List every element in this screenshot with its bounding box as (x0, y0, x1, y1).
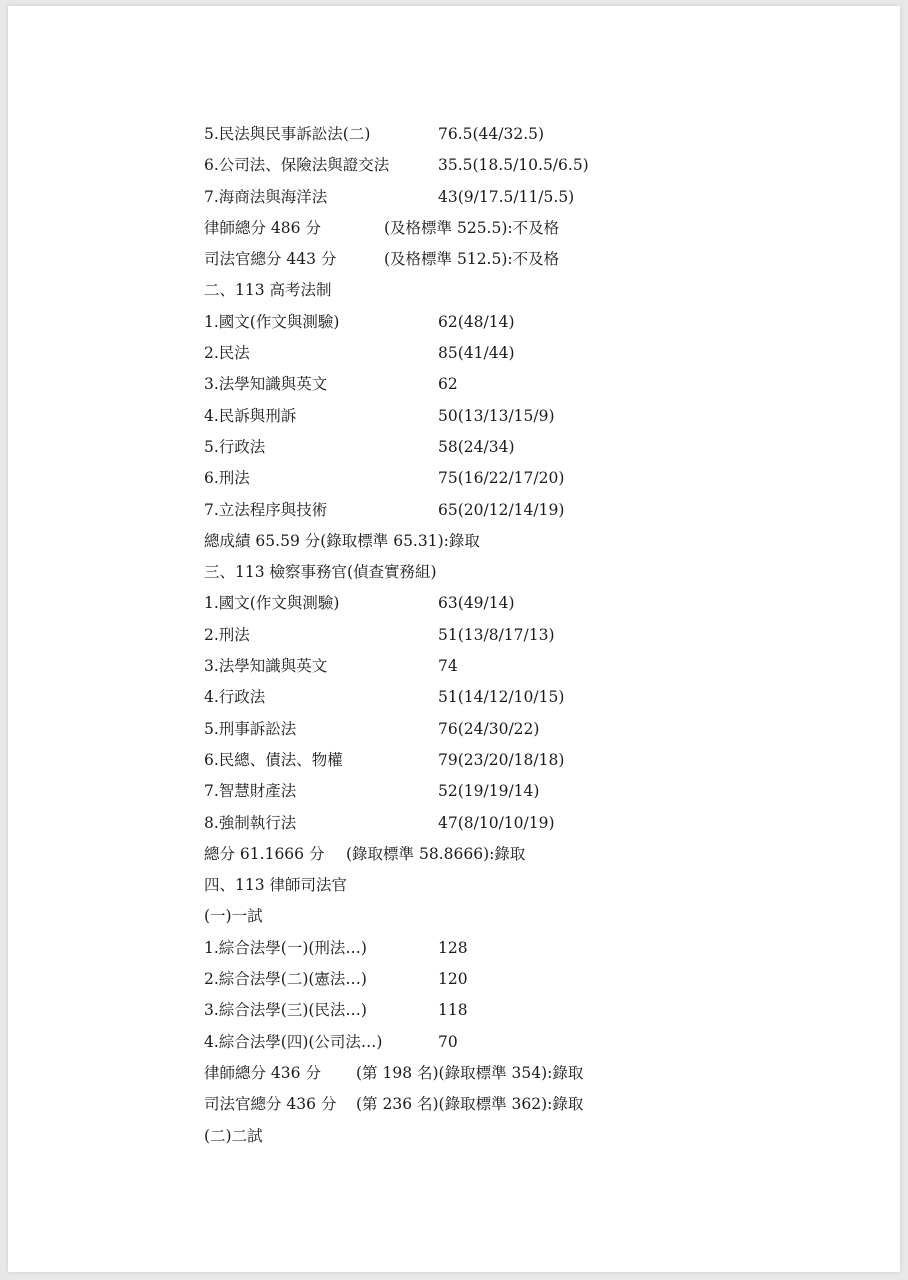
report-line (204, 1121, 764, 1152)
report-line (204, 995, 764, 1026)
line-value: 51(13/8/17/13) (438, 625, 555, 644)
line-value: 75(16/22/17/20) (438, 469, 565, 488)
report-line (204, 870, 764, 901)
report-line (204, 808, 764, 839)
report-line (204, 338, 764, 369)
line-label: 7.海商法與海洋法 (204, 187, 328, 206)
line-value: (及格標準 525.5):不及格 (384, 218, 560, 237)
report-line (204, 682, 764, 713)
line-value: 76.5(44/32.5) (438, 125, 545, 143)
report-line (204, 369, 764, 400)
line-label: 律師總分 436 分 (204, 1063, 321, 1082)
line-value: 62(48/14) (438, 312, 515, 331)
report-line (204, 401, 764, 432)
line-value: 118 (438, 1001, 468, 1020)
line-value: (第 198 名)(錄取標準 354):錄取 (356, 1063, 584, 1082)
line-label: 7.智慧財產法 (204, 782, 297, 801)
line-label: 總分 61.1666 分 (204, 844, 325, 863)
line-value: (第 236 名)(錄取標準 362):錄取 (356, 1095, 584, 1114)
line-label: 2.刑法 (204, 625, 250, 644)
line-value: 74 (438, 657, 458, 676)
report-line (204, 588, 764, 619)
report-line (204, 150, 764, 181)
report-line (204, 495, 764, 526)
line-label: 4.民訴與刑訴 (204, 406, 297, 425)
report-line (204, 620, 764, 651)
line-label: 4.綜合法學(四)(公司法…) (204, 1032, 383, 1051)
line-value: 35.5(18.5/10.5/6.5) (438, 156, 589, 175)
line-label: 3.法學知識與英文 (204, 375, 328, 394)
line-label: 5.民法與民事訴訟法(二) (204, 125, 371, 143)
line-label: 司法官總分 436 分 (204, 1095, 337, 1114)
report-line (204, 1089, 764, 1120)
report-line (204, 839, 764, 870)
line-label: 5.刑事訴訟法 (204, 719, 297, 738)
report-line (204, 307, 764, 338)
report-line (204, 714, 764, 745)
line-value: 62 (438, 375, 458, 394)
report-line (204, 213, 764, 244)
line-value: 63(49/14) (438, 594, 515, 613)
line-value: 70 (438, 1032, 458, 1051)
report-line (204, 244, 764, 275)
report-line (204, 463, 764, 494)
line-value: 128 (438, 938, 468, 957)
line-value: 43(9/17.5/11/5.5) (438, 187, 575, 206)
report-line (204, 933, 764, 964)
line-label: 3.綜合法學(三)(民法…) (204, 1001, 367, 1020)
report-line (204, 901, 764, 932)
line-label: 二、113 高考法制 (204, 281, 332, 300)
line-value: 79(23/20/18/18) (438, 750, 565, 769)
line-label: 3.法學知識與英文 (204, 657, 328, 676)
line-label: 5.行政法 (204, 437, 266, 456)
line-label: 1.國文(作文與測驗) (204, 594, 340, 613)
line-value: 50(13/13/15/9) (438, 406, 555, 425)
document-page (8, 6, 900, 1272)
line-label: 司法官總分 443 分 (204, 250, 337, 269)
line-label: 2.民法 (204, 344, 250, 363)
line-value: 76(24/30/22) (438, 719, 540, 738)
line-value: 120 (438, 970, 468, 989)
line-value: 51(14/12/10/15) (438, 688, 565, 707)
report-line (204, 745, 764, 776)
report-line (204, 964, 764, 995)
line-value: 47(8/10/10/19) (438, 813, 555, 832)
line-label: 8.強制執行法 (204, 813, 297, 832)
report-line (204, 432, 764, 463)
report-line (204, 182, 764, 213)
report-line (204, 119, 764, 150)
report-line (204, 275, 764, 306)
line-value: (錄取標準 58.8666):錄取 (346, 844, 526, 863)
report-line (204, 1058, 764, 1089)
line-label: 律師總分 486 分 (204, 218, 321, 237)
line-value: 58(24/34) (438, 437, 515, 456)
report-line (204, 557, 764, 588)
line-label: 四、113 律師司法官 (204, 876, 348, 895)
line-value: 65(20/12/14/19) (438, 500, 565, 519)
line-label: 6.公司法、保險法與證交法 (204, 156, 390, 175)
report-line (204, 1027, 764, 1058)
line-value: 85(41/44) (438, 344, 515, 363)
line-label: 7.立法程序與技術 (204, 500, 328, 519)
line-label: 6.刑法 (204, 469, 250, 488)
line-label: 總成績 65.59 分(錄取標準 65.31):錄取 (204, 531, 480, 550)
line-label: 2.綜合法學(二)(憲法…) (204, 970, 367, 989)
line-label: 6.民總、債法、物權 (204, 750, 343, 769)
line-label: 1.國文(作文與測驗) (204, 312, 340, 331)
line-label: (二)二試 (204, 1126, 263, 1145)
line-value: (及格標準 512.5):不及格 (384, 250, 560, 269)
report-line (204, 776, 764, 807)
line-value: 52(19/19/14) (438, 782, 540, 801)
line-label: 4.行政法 (204, 688, 266, 707)
line-label: (一)一試 (204, 907, 263, 926)
score-report (204, 119, 764, 1152)
line-label: 1.綜合法學(一)(刑法…) (204, 938, 367, 957)
line-label: 三、113 檢察事務官(偵查實務組) (204, 563, 437, 582)
report-line (204, 651, 764, 682)
report-line (204, 526, 764, 557)
